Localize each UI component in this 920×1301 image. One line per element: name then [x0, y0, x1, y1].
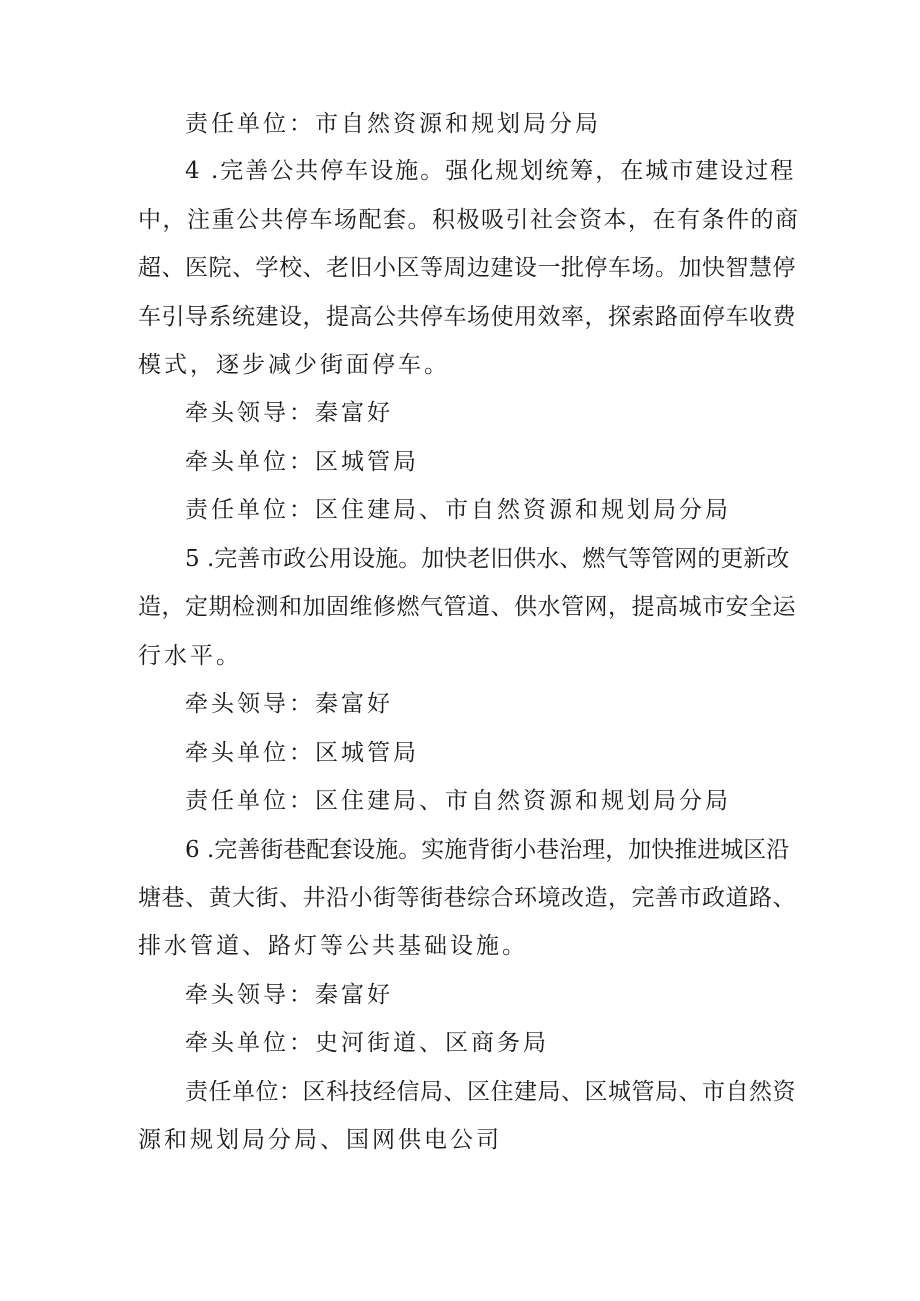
paragraph-line: 车引导系统建设，提高公共停车场使用效率，探索路面停车收费 — [138, 304, 796, 330]
paragraph-line: 造，定期检测和加固维修燃气管道、供水管网，提高城市安全运 — [138, 594, 796, 620]
lead-leader-line: 牵头领导：秦富好 — [185, 400, 393, 426]
paragraph-line: 5 .完善市政公用设施。加快老旧供水、燃气等管网的更新改 — [185, 546, 790, 572]
lead-leader-line: 牵头领导：秦富好 — [185, 691, 393, 717]
paragraph-line: 排水管道、路灯等公共基础设施。 — [138, 933, 528, 959]
paragraph-line: 行水平。 — [138, 643, 242, 669]
lead-unit-line: 牵头单位：区城管局 — [185, 740, 419, 766]
lead-unit-line: 牵头单位：区城管局 — [185, 449, 419, 475]
paragraph-line: 塘巷、黄大街、井沿小街等街巷综合环境改造，完善市政道路、 — [138, 885, 796, 911]
responsible-unit-line: 责任单位：市自然资源和规划局分局 — [185, 111, 601, 137]
lead-unit-line: 牵头单位：史河街道、区商务局 — [185, 1030, 549, 1056]
paragraph-line: 4 .完善公共停车设施。强化规划统筹，在城市建设过程 — [185, 158, 796, 184]
paragraph-line: 中，注重公共停车场配套。积极吸引社会资本，在有条件的商 — [138, 207, 800, 233]
responsible-unit-line: 责任单位：区住建局、市自然资源和规划局分局 — [185, 497, 731, 523]
paragraph-line: 模式，逐步减少街面停车。 — [138, 352, 450, 378]
paragraph-line: 6 .完善街巷配套设施。实施背街小巷治理，加快推进城区沿 — [185, 837, 790, 863]
responsible-unit-line: 源和规划局分局、国网供电公司 — [138, 1127, 502, 1153]
paragraph-line: 超、医院、学校、老旧小区等周边建设一批停车场。加快智慧停 — [138, 255, 796, 281]
responsible-unit-line: 责任单位：区科技经信局、区住建局、区城管局、市自然资 — [185, 1079, 796, 1105]
responsible-unit-line: 责任单位：区住建局、市自然资源和规划局分局 — [185, 788, 731, 814]
lead-leader-line: 牵头领导：秦富好 — [185, 982, 393, 1008]
